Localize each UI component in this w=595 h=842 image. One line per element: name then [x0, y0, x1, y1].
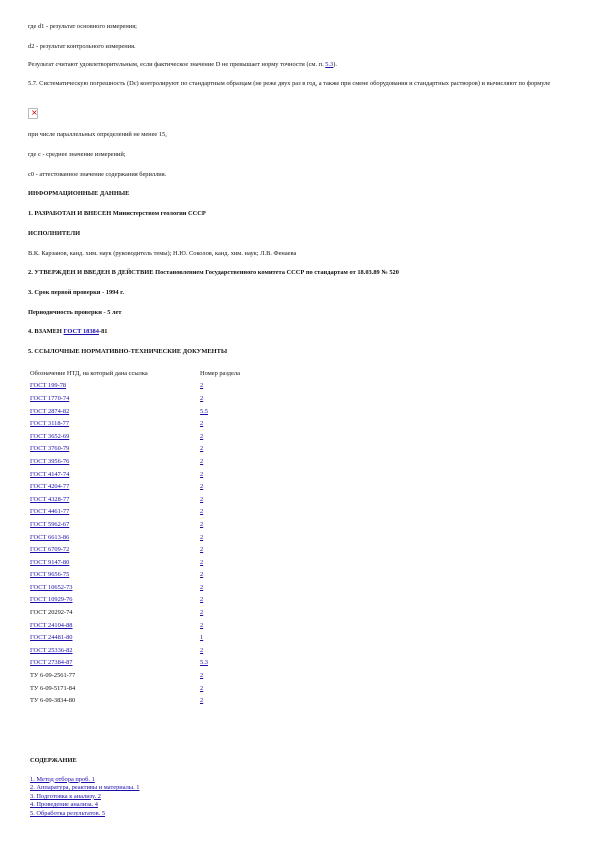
d2-definition: d2 - результат контрольного измерения.: [28, 43, 136, 50]
ref-section-link[interactable]: 2: [200, 684, 204, 692]
toc-item: [30, 793, 139, 802]
ref-section-cell: [200, 506, 240, 519]
ref-section-cell: [200, 631, 240, 644]
ref-doc-text: ТУ 6-09-2561-77: [30, 672, 76, 680]
ref-section-cell: [200, 443, 240, 456]
ref-section-cell: [200, 543, 240, 556]
ref-doc-link[interactable]: ГОСТ 1770-74: [30, 394, 70, 402]
result-text-after: ).: [333, 61, 337, 68]
ref-section-link[interactable]: 2: [200, 394, 204, 402]
ref-section-cell: [200, 669, 240, 682]
ref-section-link[interactable]: 2: [200, 596, 204, 604]
ref-doc-link[interactable]: ГОСТ 9656-75: [30, 571, 70, 579]
ref-section-link[interactable]: 2: [200, 571, 204, 579]
ref-section-cell: [200, 594, 240, 607]
table-row: [30, 694, 240, 707]
ref-section-cell: [200, 480, 240, 493]
ref-doc-text: ТУ 6-09-3834-80: [30, 697, 76, 705]
header-doc: Обозначение НТД, на который дана ссылка: [30, 369, 148, 377]
ref-doc-link[interactable]: ГОСТ 24104-88: [30, 621, 73, 629]
ref-section-cell: [200, 405, 240, 418]
ref-section-cell: [200, 581, 240, 594]
ref-section-cell: [200, 392, 240, 405]
info-item-4-suffix: -81: [98, 328, 108, 335]
result-paragraph: [28, 60, 575, 69]
table-row: [30, 468, 240, 481]
ref-doc-cell: [30, 657, 200, 670]
ref-doc-cell: [30, 581, 200, 594]
ref-doc-text: ГОСТ 20292-74: [30, 609, 73, 617]
toc-link[interactable]: 5. Обработка результатов. 5: [30, 809, 106, 817]
ref-doc-link[interactable]: ГОСТ 10929-76: [30, 596, 73, 604]
table-row: [30, 430, 240, 443]
ref-doc-cell: [30, 518, 200, 531]
ref-doc-cell: [30, 619, 200, 632]
table-row: [30, 493, 240, 506]
ref-section-cell: [200, 380, 240, 393]
info-heading: ИНФОРМАЦИОННЫЕ ДАННЫЕ: [28, 190, 130, 197]
ref-doc-cell: [30, 631, 200, 644]
broken-image-icon: [28, 108, 38, 119]
ref-section-cell: [200, 430, 240, 443]
ref-doc-cell: [30, 468, 200, 481]
ref-doc-cell: [30, 380, 200, 393]
ref-section-link[interactable]: 2: [200, 470, 204, 478]
toc-item: [30, 801, 139, 810]
ref-section-link[interactable]: 2: [200, 533, 204, 541]
table-row: [30, 556, 240, 569]
table-row: [30, 380, 240, 393]
ref-section-link[interactable]: 2: [200, 382, 204, 390]
table-row: [30, 682, 240, 695]
ref-section-cell: [200, 493, 240, 506]
ref-doc-link[interactable]: ГОСТ 2874-82: [30, 407, 70, 415]
info-item-2-text: 2. УТВЕРЖДЕН И ВВЕДЕН В ДЕЙСТВИЕ Постановлением Государственного комитета СССР по стандартам от 18.03.89 № 520: [28, 269, 399, 276]
info-item-4: [28, 327, 575, 336]
ref-section-cell: [200, 518, 240, 531]
ref-doc-link[interactable]: ГОСТ 3760-79: [30, 445, 70, 453]
ref-doc-cell: [30, 569, 200, 582]
header-section: Номер раздела: [200, 369, 240, 377]
executors-heading: ИСПОЛНИТЕЛИ: [28, 230, 81, 237]
table-row: [30, 657, 240, 670]
table-row: [30, 480, 240, 493]
table-row: [30, 606, 240, 619]
ref-section-link[interactable]: 2: [200, 609, 204, 617]
ref-section-link[interactable]: 5.3: [200, 659, 208, 667]
toc-item: [30, 776, 139, 785]
ref-doc-cell: [30, 594, 200, 607]
table-row: [30, 455, 240, 468]
ref-doc-link[interactable]: ГОСТ 25336-82: [30, 646, 73, 654]
ref-doc-cell: [30, 417, 200, 430]
toc-link[interactable]: 2. Аппаратура, реактивы и материалы. 1: [30, 784, 140, 792]
info-item-1: 1. РАЗРАБОТАН И ВНЕСЕН Министерством геологии СССР: [28, 210, 206, 217]
ref-doc-cell: [30, 430, 200, 443]
ref-doc-link[interactable]: ГОСТ 10652-73: [30, 583, 73, 591]
ref-section-cell: [200, 694, 240, 707]
table-row: [30, 631, 240, 644]
ref-section-cell: [200, 417, 240, 430]
ref-doc-cell: [30, 606, 200, 619]
ref-section-cell: [200, 644, 240, 657]
ref-section-link[interactable]: 5.5: [200, 407, 208, 415]
info-item-4-prefix: 4. ВЗАМЕН: [28, 328, 64, 335]
executors-list: В.К. Карзанов, канд. хим. наук (руководитель темы); Н.Ю. Соколов, канд. хим. наук; Л.В. Фенаева: [28, 250, 297, 257]
table-row: [30, 443, 240, 456]
ref-doc-link[interactable]: ГОСТ 6613-86: [30, 533, 70, 541]
table-row: [30, 594, 240, 607]
ref-doc-cell: [30, 506, 200, 519]
table-row: [30, 644, 240, 657]
ref-section-link[interactable]: 1: [200, 634, 204, 642]
ref-section-cell: [200, 455, 240, 468]
ref-section-link[interactable]: 2: [200, 583, 204, 591]
table-row: [30, 669, 240, 682]
result-link-5-3[interactable]: 5.3: [325, 61, 334, 68]
ref-doc-cell: [30, 392, 200, 405]
info-item-3: 3. Срок первой проверки - 1994 г.: [28, 289, 124, 296]
ref-doc-cell: [30, 455, 200, 468]
table-row: [30, 569, 240, 582]
ref-doc-cell: [30, 531, 200, 544]
toc-item: [30, 810, 139, 819]
references-table: [30, 367, 240, 707]
ref-doc-cell: [30, 669, 200, 682]
ref-doc-cell: [30, 543, 200, 556]
toc-item: [30, 784, 139, 793]
ref-doc-link[interactable]: ГОСТ 199-78: [30, 382, 67, 390]
ref-doc-link[interactable]: ГОСТ 3652-69: [30, 432, 70, 440]
ref-section-link[interactable]: 2: [200, 432, 204, 440]
ref-section-cell: [200, 569, 240, 582]
systematic-error-paragraph: 5.7. Систематическую погрешность (Dc) контролируют по стандартным образцам (не реже двух раз в год, а также при смене оборудования и стандартных растворов) и вычисляют по формуле: [28, 80, 551, 87]
ref-section-link[interactable]: 2: [200, 697, 204, 705]
table-row: [30, 518, 240, 531]
ref-section-cell: [200, 606, 240, 619]
ref-section-cell: [200, 556, 240, 569]
ref-section-link[interactable]: 2: [200, 672, 204, 680]
d1-definition: где d1 - результат основного измерения;: [28, 23, 137, 30]
ref-doc-link[interactable]: ГОСТ 4328-77: [30, 495, 70, 503]
ref-doc-cell: [30, 644, 200, 657]
table-row: [30, 417, 240, 430]
toc-link[interactable]: 4. Проведение анализа. 4: [30, 801, 99, 809]
ref-doc-link[interactable]: ГОСТ 3118-77: [30, 420, 70, 428]
ref-section-link[interactable]: 2: [200, 495, 204, 503]
toc-link[interactable]: 3. Подготовка к анализу. 2: [30, 792, 102, 800]
ref-doc-cell: [30, 480, 200, 493]
info-item-2: [28, 268, 575, 277]
ref-doc-link[interactable]: ГОСТ 9147-80: [30, 558, 70, 566]
ref-section-link[interactable]: 2: [200, 646, 204, 654]
toc-heading: СОДЕРЖАНИЕ: [30, 757, 77, 764]
ref-doc-link[interactable]: ГОСТ 4461-77: [30, 508, 70, 516]
ref-section-cell: [200, 468, 240, 481]
ref-doc-link[interactable]: ГОСТ 4204-77: [30, 483, 70, 491]
ref-doc-cell: [30, 694, 200, 707]
ref-doc-link[interactable]: ГОСТ 3956-76: [30, 457, 70, 465]
ref-section-link[interactable]: 2: [200, 483, 204, 491]
table-row: [30, 581, 240, 594]
c0-definition: c0 - аттестованное значение содержания бериллия.: [28, 171, 167, 178]
ref-section-link[interactable]: 2: [200, 558, 204, 566]
ref-section-link[interactable]: 2: [200, 445, 204, 453]
ref-doc-link[interactable]: ГОСТ 5962-67: [30, 520, 70, 528]
toc-items: [30, 776, 139, 819]
ref-section-link[interactable]: 2: [200, 420, 204, 428]
table-row: [30, 619, 240, 632]
ref-doc-link[interactable]: ГОСТ 27384-87: [30, 659, 73, 667]
ref-section-link[interactable]: 2: [200, 520, 204, 528]
table-of-contents: [30, 757, 139, 819]
ref-doc-link[interactable]: ГОСТ 6709-72: [30, 546, 70, 554]
periodicity: Периодичность проверки - 5 лет: [28, 309, 122, 316]
table-row: [30, 392, 240, 405]
ref-doc-cell: [30, 443, 200, 456]
ref-section-link[interactable]: 2: [200, 508, 204, 516]
ref-doc-text: ТУ 6-09-5171-84: [30, 684, 76, 692]
ref-doc-link[interactable]: ГОСТ 24481-80: [30, 634, 73, 642]
references-header-row: [30, 367, 240, 380]
ref-doc-link[interactable]: ГОСТ 4147-74: [30, 470, 70, 478]
ref-section-cell: [200, 657, 240, 670]
ref-section-link[interactable]: 2: [200, 457, 204, 465]
result-text-before: Результат считают удовлетворительным, если фактическое значение D не превышает норму точности (см. п.: [28, 61, 326, 68]
table-row: [30, 405, 240, 418]
ref-section-cell: [200, 531, 240, 544]
ref-doc-cell: [30, 556, 200, 569]
toc-link[interactable]: 1. Метод отбора проб. 1: [30, 775, 95, 783]
ref-section-cell: [200, 619, 240, 632]
ref-section-link[interactable]: 2: [200, 546, 204, 554]
gost-18384-link[interactable]: ГОСТ 18384: [63, 328, 99, 335]
ref-doc-cell: [30, 493, 200, 506]
ref-doc-cell: [30, 405, 200, 418]
c-definition: где c - среднее значение измерений;: [28, 151, 126, 158]
ref-doc-cell: [30, 682, 200, 695]
table-row: [30, 543, 240, 556]
table-row: [30, 506, 240, 519]
table-row: [30, 531, 240, 544]
ref-section-link[interactable]: 2: [200, 621, 204, 629]
ref-section-cell: [200, 682, 240, 695]
parallel-count-text: при числе параллельных определений не менее 15,: [28, 131, 167, 138]
info-item-5: 5. ССЫЛОЧНЫЕ НОРМАТИВНО-ТЕХНИЧЕСКИЕ ДОКУМЕНТЫ: [28, 348, 228, 355]
